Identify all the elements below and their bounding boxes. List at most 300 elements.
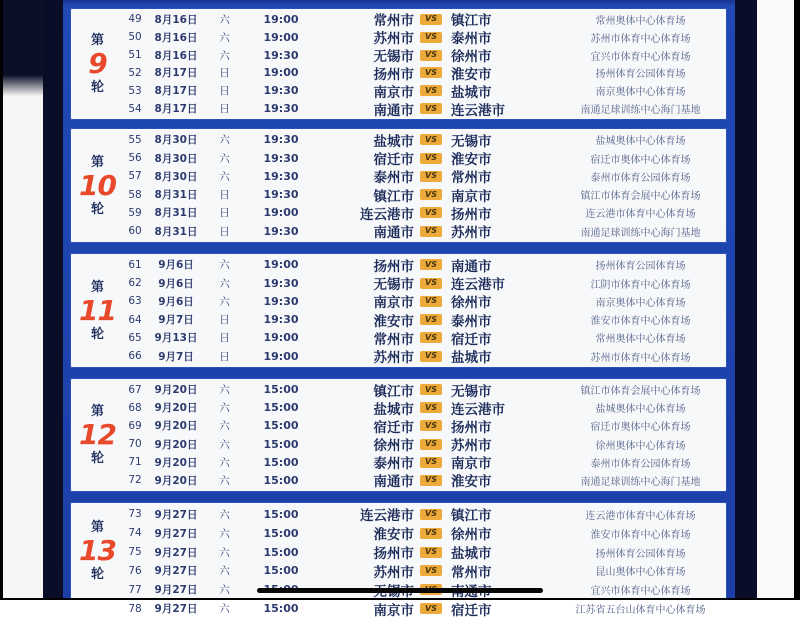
match-time: 19:30 <box>263 48 299 62</box>
venue: 淮安市体育中心体育场 <box>590 529 691 541</box>
match-day: 六 <box>219 170 230 183</box>
match-number: 65 <box>128 331 142 344</box>
match-number: 66 <box>128 350 142 363</box>
match-day: 日 <box>219 189 230 202</box>
round-card <box>70 253 727 368</box>
top-left-dark-corner <box>3 0 43 96</box>
match-date: 8月31日 <box>154 189 198 202</box>
black-strikethrough-bar <box>257 588 543 593</box>
match-day: 六 <box>219 584 230 597</box>
round-label <box>70 253 125 368</box>
round-suffix-label: 轮 <box>90 326 104 342</box>
match-time: 19:30 <box>263 313 299 327</box>
match-row <box>125 506 727 523</box>
venue: 南通足球训练中心海门基地 <box>580 105 701 117</box>
match-time: 15:00 <box>263 455 299 469</box>
match-date: 9月7日 <box>158 350 194 363</box>
match-time: 19:00 <box>263 12 299 26</box>
away-team: 宿迁市 <box>451 331 492 348</box>
match-number: 61 <box>128 258 142 271</box>
match-date: 8月16日 <box>154 49 198 62</box>
round-label <box>70 8 125 120</box>
vs-badge: VS <box>420 103 442 114</box>
away-team: 扬州市 <box>451 419 492 436</box>
match-time: 19:00 <box>263 349 299 363</box>
match-row <box>125 399 727 416</box>
match-day: 六 <box>219 456 230 469</box>
match-number: 56 <box>128 152 142 165</box>
match-number: 64 <box>128 313 142 326</box>
away-team: 南通市 <box>451 258 492 275</box>
match-date: 8月16日 <box>154 13 198 26</box>
vs-badge: VS <box>420 296 442 307</box>
home-team: 徐州市 <box>373 438 414 455</box>
match-day: 六 <box>219 508 230 521</box>
home-team: 镇江市 <box>373 188 414 205</box>
away-team: 泰州市 <box>451 313 492 330</box>
match-rows <box>125 378 727 492</box>
match-number: 58 <box>128 188 142 201</box>
venue: 盐城奥体中心体育场 <box>595 404 686 416</box>
match-time: 15:00 <box>263 545 299 559</box>
match-number: 50 <box>128 31 142 44</box>
match-day: 六 <box>219 152 230 165</box>
match-time: 19:00 <box>263 30 299 44</box>
match-day: 六 <box>219 438 230 451</box>
round-card <box>70 128 727 243</box>
match-day: 六 <box>219 13 230 26</box>
vs-badge: VS <box>420 85 442 96</box>
photo-edge-right <box>794 0 800 600</box>
match-number: 59 <box>128 206 142 219</box>
venue: 昆山奥体中心体育场 <box>595 567 686 579</box>
match-rows <box>125 8 727 120</box>
match-time: 19:00 <box>263 66 299 80</box>
venue: 南通足球训练中心海门基地 <box>580 476 701 488</box>
match-row <box>125 417 727 434</box>
away-team: 常州市 <box>451 170 492 187</box>
match-day: 六 <box>219 402 230 415</box>
match-time: 19:30 <box>263 102 299 116</box>
match-number: 67 <box>128 383 142 396</box>
vs-badge: VS <box>420 134 442 145</box>
match-day: 六 <box>219 31 230 44</box>
venue: 宜兴市体育中心体育场 <box>590 586 691 598</box>
home-team: 连云港市 <box>360 206 414 223</box>
venue: 宿迁市奥体中心体育场 <box>590 422 691 434</box>
match-number: 53 <box>128 84 142 97</box>
match-number: 78 <box>128 602 142 615</box>
match-date: 8月30日 <box>154 134 198 147</box>
match-date: 9月20日 <box>154 456 198 469</box>
match-day: 六 <box>219 565 230 578</box>
match-time: 15:00 <box>263 401 299 415</box>
home-team: 常州市 <box>373 331 414 348</box>
round-label <box>70 502 125 600</box>
match-day: 六 <box>219 546 230 559</box>
match-date: 9月20日 <box>154 402 198 415</box>
venue: 镇江市体育会展中心体育场 <box>580 386 701 398</box>
match-date: 8月16日 <box>154 31 198 44</box>
away-team: 无锡市 <box>451 133 492 150</box>
match-row <box>125 436 727 453</box>
home-team: 泰州市 <box>373 170 414 187</box>
away-team: 南京市 <box>451 456 492 473</box>
rounds-stack <box>63 0 735 619</box>
match-time: 19:30 <box>263 84 299 98</box>
match-date: 9月20日 <box>154 384 198 397</box>
match-date: 9月27日 <box>154 527 198 540</box>
match-number: 54 <box>128 102 142 115</box>
match-day: 日 <box>219 207 230 220</box>
match-number: 55 <box>128 133 142 146</box>
match-row <box>125 329 727 346</box>
match-day: 日 <box>219 332 230 345</box>
venue: 南京奥体中心体育场 <box>595 297 686 309</box>
match-day: 六 <box>219 420 230 433</box>
venue: 苏州市体育中心体育场 <box>590 352 691 364</box>
match-row <box>125 256 727 273</box>
match-number: 76 <box>128 564 142 577</box>
vs-badge: VS <box>420 67 442 78</box>
home-team: 泰州市 <box>373 456 414 473</box>
match-time: 15:00 <box>263 507 299 521</box>
match-time: 15:00 <box>263 602 299 616</box>
round-suffix-label: 轮 <box>90 201 104 217</box>
home-team: 常州市 <box>373 13 414 30</box>
match-number: 70 <box>128 438 142 451</box>
match-row <box>125 11 727 28</box>
venue: 常州奥体中心体育场 <box>595 15 686 27</box>
vs-badge: VS <box>420 226 442 237</box>
right-margin-band <box>757 0 794 600</box>
vs-badge: VS <box>420 384 442 395</box>
match-rows <box>125 253 727 368</box>
venue: 淮安市体育中心体育场 <box>590 316 691 328</box>
match-row <box>125 64 727 81</box>
venue: 扬州体育公园体育场 <box>595 69 686 81</box>
vs-badge: VS <box>420 420 442 431</box>
away-team: 扬州市 <box>451 206 492 223</box>
match-time: 19:30 <box>263 294 299 308</box>
match-day: 六 <box>219 527 230 540</box>
home-team: 盐城市 <box>373 133 414 150</box>
away-team: 苏州市 <box>451 438 492 455</box>
vs-badge: VS <box>420 475 442 486</box>
home-team: 宿迁市 <box>373 152 414 169</box>
match-day: 六 <box>219 134 230 147</box>
venue: 南通足球训练中心海门基地 <box>580 227 701 239</box>
match-row <box>125 525 727 542</box>
match-date: 9月27日 <box>154 546 198 559</box>
match-rows <box>125 128 727 243</box>
match-row <box>125 600 727 617</box>
match-number: 75 <box>128 546 142 559</box>
away-team: 镇江市 <box>451 508 492 525</box>
venue: 苏州市体育中心体育场 <box>590 33 691 45</box>
match-date: 9月27日 <box>154 603 198 616</box>
match-number: 60 <box>128 225 142 238</box>
match-date: 8月31日 <box>154 207 198 220</box>
match-time: 19:00 <box>263 258 299 272</box>
match-date: 9月13日 <box>154 332 198 345</box>
match-day: 六 <box>219 295 230 308</box>
round-number: 13 <box>79 534 116 567</box>
match-number: 57 <box>128 170 142 183</box>
venue: 连云港市体育中心体育场 <box>585 209 696 221</box>
vs-badge: VS <box>420 351 442 362</box>
away-team: 淮安市 <box>451 474 492 491</box>
away-team: 连云港市 <box>451 401 505 418</box>
home-team: 南京市 <box>373 295 414 312</box>
away-team: 徐州市 <box>451 527 492 544</box>
home-team: 盐城市 <box>373 401 414 418</box>
home-team: 扬州市 <box>373 546 414 563</box>
home-team: 南京市 <box>373 602 414 619</box>
round-number: 10 <box>79 168 116 202</box>
away-team: 连云港市 <box>451 277 505 294</box>
match-time: 15:00 <box>263 383 299 397</box>
match-time: 19:00 <box>263 331 299 345</box>
vs-badge: VS <box>420 32 442 43</box>
match-number: 49 <box>128 13 142 26</box>
match-date: 9月20日 <box>154 438 198 451</box>
round-suffix-label: 轮 <box>90 80 104 95</box>
round-suffix-label: 轮 <box>90 567 104 582</box>
vs-badge: VS <box>420 171 442 182</box>
home-team: 无锡市 <box>373 277 414 294</box>
match-row <box>125 544 727 561</box>
home-team: 连云港市 <box>360 508 414 525</box>
match-number: 72 <box>128 474 142 487</box>
round-card <box>70 502 727 619</box>
match-row <box>125 186 727 203</box>
match-day: 日 <box>219 67 230 80</box>
match-row <box>125 381 727 398</box>
match-day: 六 <box>219 49 230 62</box>
venue: 江苏省五台山体育中心体育场 <box>575 605 706 617</box>
home-team: 南通市 <box>373 225 414 242</box>
match-date: 8月30日 <box>154 152 198 165</box>
venue: 泰州市体育公园体育场 <box>590 172 691 184</box>
venue: 宜兴市体育中心体育场 <box>590 51 691 63</box>
home-team: 扬州市 <box>373 66 414 83</box>
match-row <box>125 472 727 489</box>
match-row <box>125 223 727 240</box>
round-prefix-label: 第 <box>90 33 104 48</box>
match-number: 71 <box>128 456 142 469</box>
vs-badge: VS <box>420 189 442 200</box>
match-row <box>125 82 727 99</box>
match-time: 15:00 <box>263 526 299 540</box>
match-date: 9月27日 <box>154 584 198 597</box>
match-date: 9月6日 <box>158 259 194 272</box>
vs-badge: VS <box>420 565 442 576</box>
home-team: 无锡市 <box>373 49 414 66</box>
match-number: 69 <box>128 419 142 432</box>
match-row <box>125 168 727 185</box>
vs-badge: VS <box>420 603 442 614</box>
match-row <box>125 311 727 328</box>
match-time: 19:30 <box>263 224 299 238</box>
match-row <box>125 275 727 292</box>
away-team: 无锡市 <box>451 383 492 400</box>
venue: 南京奥体中心体育场 <box>595 87 686 99</box>
match-date: 8月17日 <box>154 67 198 80</box>
match-row <box>125 204 727 221</box>
match-day: 六 <box>219 259 230 272</box>
round-prefix-label: 第 <box>90 520 104 535</box>
match-row <box>125 131 727 148</box>
venue: 江阴市体育中心体育场 <box>590 279 691 291</box>
round-suffix-label: 轮 <box>90 451 104 466</box>
match-row <box>125 100 727 117</box>
venue: 镇江市体育会展中心体育场 <box>580 191 701 203</box>
match-number: 62 <box>128 277 142 290</box>
match-day: 日 <box>219 314 230 327</box>
home-team: 镇江市 <box>373 383 414 400</box>
home-team: 淮安市 <box>373 313 414 330</box>
vs-badge: VS <box>420 50 442 61</box>
match-time: 19:30 <box>263 133 299 147</box>
home-team: 南通市 <box>373 474 414 491</box>
match-time: 19:30 <box>263 151 299 165</box>
match-number: 74 <box>128 527 142 540</box>
away-team: 镇江市 <box>451 13 492 30</box>
match-rows <box>125 502 727 621</box>
vs-badge: VS <box>420 259 442 270</box>
round-number: 9 <box>88 47 107 80</box>
match-day: 六 <box>219 603 230 616</box>
vs-badge: VS <box>420 332 442 343</box>
vs-badge: VS <box>420 207 442 218</box>
away-team: 常州市 <box>451 564 492 581</box>
vs-badge: VS <box>420 528 442 539</box>
round-number: 12 <box>79 418 116 451</box>
photo-edge-bottom <box>0 598 800 600</box>
match-day: 六 <box>219 384 230 397</box>
home-team: 南京市 <box>373 84 414 101</box>
away-team: 盐城市 <box>451 350 492 367</box>
match-row <box>125 562 727 579</box>
match-time: 19:00 <box>263 206 299 220</box>
round-prefix-label: 第 <box>90 154 104 170</box>
round-prefix-label: 第 <box>90 404 104 419</box>
match-date: 9月6日 <box>158 295 194 308</box>
match-row <box>125 454 727 471</box>
round-card <box>70 378 727 492</box>
venue: 连云港市体育中心体育场 <box>585 510 696 522</box>
match-time: 15:00 <box>263 564 299 578</box>
match-day: 日 <box>219 85 230 98</box>
match-date: 8月30日 <box>154 170 198 183</box>
home-team: 苏州市 <box>373 31 414 48</box>
match-day: 六 <box>219 277 230 290</box>
match-time: 19:30 <box>263 188 299 202</box>
venue: 徐州奥体中心体育场 <box>595 440 686 452</box>
match-row <box>125 47 727 64</box>
venue: 扬州体育公园体育场 <box>595 548 686 560</box>
match-row <box>125 348 727 365</box>
venue: 宿迁市奥体中心体育场 <box>590 154 691 166</box>
vs-badge: VS <box>420 439 442 450</box>
venue: 常州奥体中心体育场 <box>595 334 686 346</box>
match-date: 9月7日 <box>158 314 194 327</box>
match-time: 19:30 <box>263 169 299 183</box>
away-team: 徐州市 <box>451 49 492 66</box>
away-team: 苏州市 <box>451 225 492 242</box>
vs-badge: VS <box>420 402 442 413</box>
match-day: 日 <box>219 225 230 238</box>
round-label <box>70 128 125 243</box>
match-date: 8月17日 <box>154 85 198 98</box>
away-team: 盐城市 <box>451 546 492 563</box>
away-team: 淮安市 <box>451 152 492 169</box>
match-date: 9月27日 <box>154 508 198 521</box>
away-team: 南京市 <box>451 188 492 205</box>
vs-badge: VS <box>420 509 442 520</box>
home-team: 南通市 <box>373 102 414 119</box>
away-team: 泰州市 <box>451 31 492 48</box>
match-number: 51 <box>128 49 142 62</box>
vs-badge: VS <box>420 153 442 164</box>
match-date: 9月20日 <box>154 474 198 487</box>
round-prefix-label: 第 <box>90 279 104 295</box>
venue: 盐城奥体中心体育场 <box>595 136 686 148</box>
away-team: 淮安市 <box>451 66 492 83</box>
match-number: 77 <box>128 583 142 596</box>
match-time: 15:00 <box>263 473 299 487</box>
match-row <box>125 29 727 46</box>
away-team: 宿迁市 <box>451 602 492 619</box>
match-date: 8月17日 <box>154 103 198 116</box>
match-day: 日 <box>219 350 230 363</box>
home-team: 宿迁市 <box>373 419 414 436</box>
match-number: 63 <box>128 295 142 308</box>
venue: 扬州体育公园体育场 <box>595 261 686 273</box>
vs-badge: VS <box>420 547 442 558</box>
home-team: 苏州市 <box>373 564 414 581</box>
round-card <box>70 8 727 120</box>
match-date: 9月6日 <box>158 277 194 290</box>
match-day: 日 <box>219 103 230 116</box>
match-date: 8月31日 <box>154 225 198 238</box>
home-team: 淮安市 <box>373 527 414 544</box>
match-number: 52 <box>128 66 142 79</box>
home-team: 扬州市 <box>373 258 414 275</box>
vs-badge: VS <box>420 314 442 325</box>
round-number: 11 <box>79 293 116 327</box>
match-row <box>125 293 727 310</box>
match-time: 15:00 <box>263 419 299 433</box>
match-row <box>125 150 727 167</box>
match-number: 68 <box>128 401 142 414</box>
vs-badge: VS <box>420 278 442 289</box>
photo-edge-left <box>0 0 3 600</box>
round-label <box>70 378 125 492</box>
vs-badge: VS <box>420 14 442 25</box>
venue: 泰州市体育公园体育场 <box>590 458 691 470</box>
match-time: 19:30 <box>263 276 299 290</box>
match-date: 9月20日 <box>154 420 198 433</box>
away-team: 盐城市 <box>451 84 492 101</box>
match-time: 15:00 <box>263 437 299 451</box>
away-team: 徐州市 <box>451 295 492 312</box>
home-team: 苏州市 <box>373 350 414 367</box>
match-day: 六 <box>219 474 230 487</box>
match-number: 73 <box>128 508 142 521</box>
match-date: 9月27日 <box>154 565 198 578</box>
